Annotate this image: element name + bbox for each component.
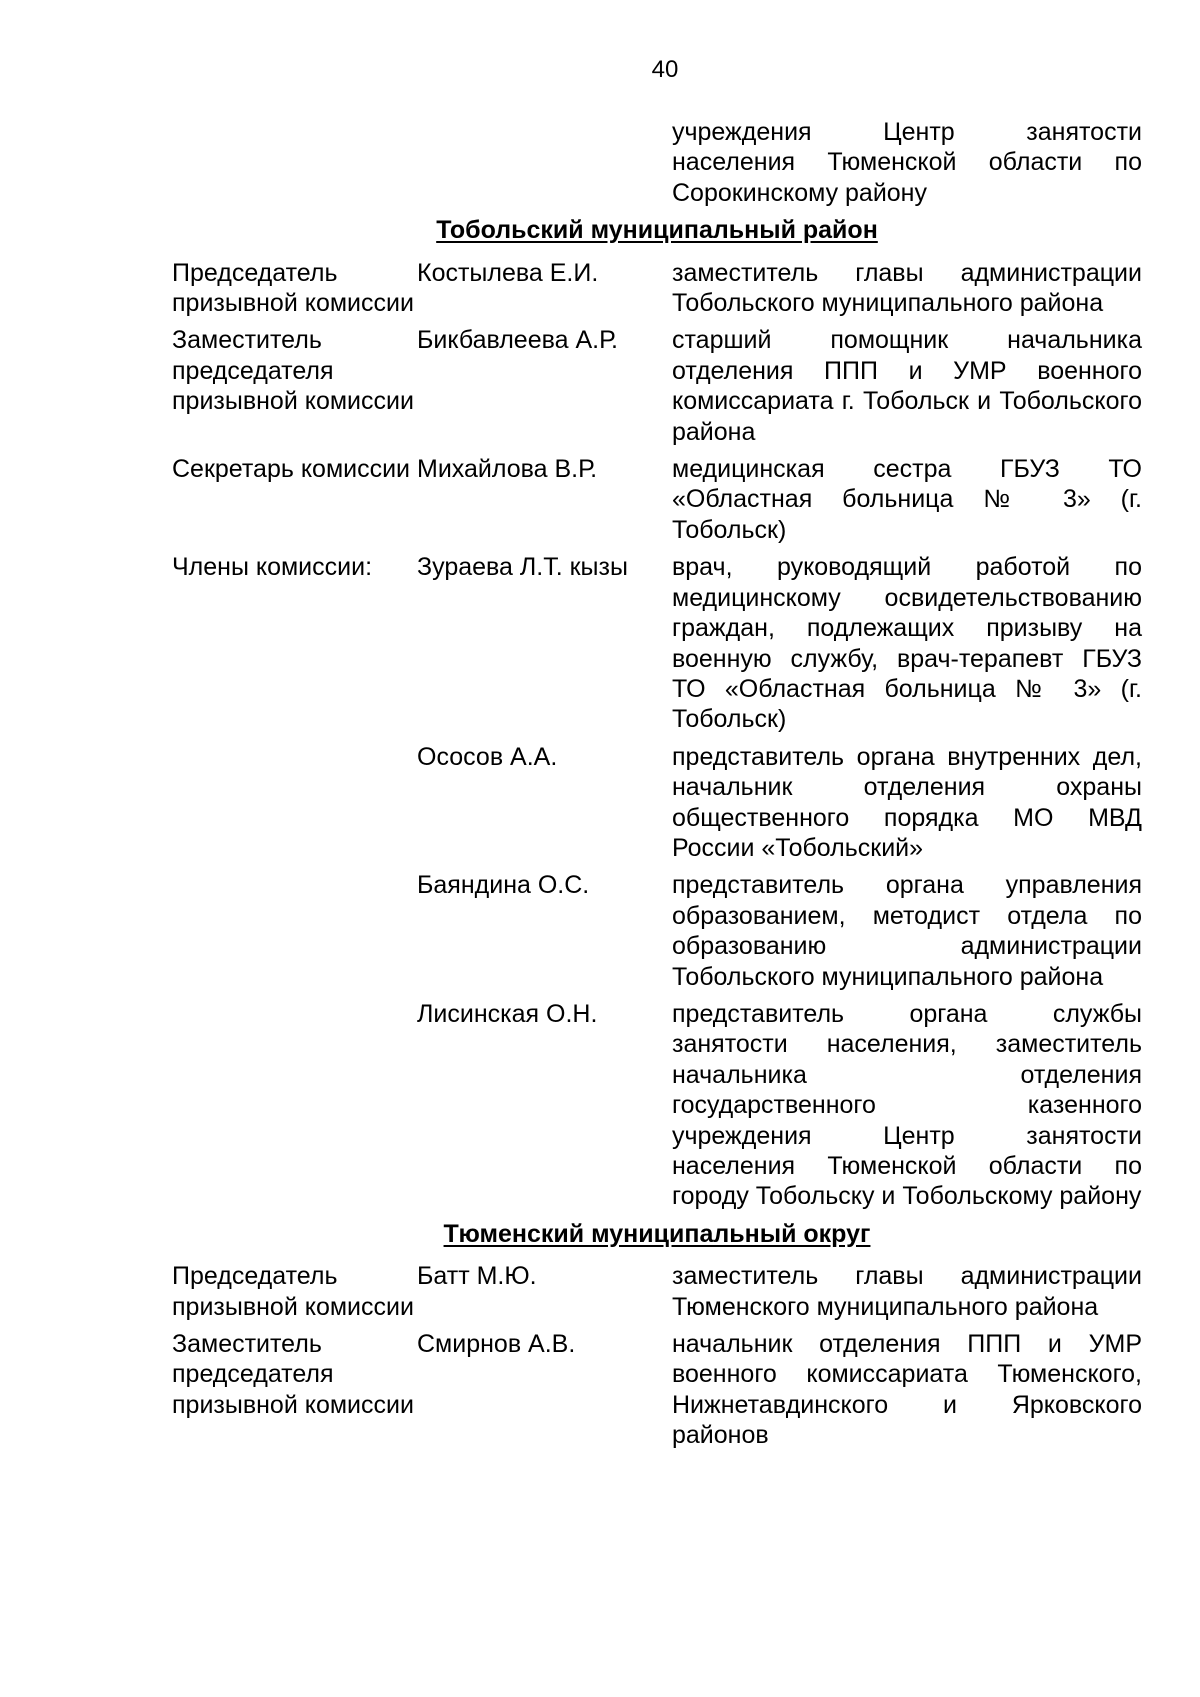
continuation-row [172,117,1142,208]
name-cell: Баяндина О.С. [417,871,590,900]
position-cell: старший помощник начальника отделения ППП и УМР военного комиссариата г. Тобольск и Тобольского района [672,326,1142,446]
page-number: 40 [651,56,679,83]
name-cell: Костылева Е.И. [417,258,599,287]
position-cell: представитель органа управления образованием, методист отдела по образованию администрации Тобольского муниципального района [672,871,1142,991]
position-cell: учреждения Центр занятости населения Тюменской области по Сорокинскому району [672,118,1142,207]
member-row [172,258,1142,319]
commission-list [172,117,1142,1458]
section-heading-tyumen: Тюменский муниципальный округ [443,1219,871,1248]
name-cell: Лисинская О.Н. [417,999,598,1028]
name-cell: Ососов А.А. [417,742,558,771]
member-row [172,454,1142,545]
role-cell: Председатель призывной комиссии [172,258,414,318]
position-cell: представитель органа службы занятости населения, заместитель начальника отделения государственного казенного учреждения Центр занятости населения Тюменской области по городу Тобольску и Тобольскому району [672,999,1142,1211]
position-cell: медицинская сестра ГБУЗ ТО «Областная больница № 3» (г. Тобольск) [672,455,1142,544]
position-cell: врач, руководящий работой по медицинскому освидетельствованию граждан, подлежащих призыву на военную службу, врач-терапевт ГБУЗ ТО «Областная больница № 3» (г. Тобольск) [672,553,1142,734]
role-cell: Заместитель председателя призывной комиссии [172,326,414,416]
position-cell: представитель органа внутренних дел, начальник отделения охраны общественного порядка МО МВД России «Тобольский» [672,742,1142,862]
position-cell: заместитель главы администрации Тюменского муниципального района [672,1262,1142,1321]
member-row [172,1329,1142,1451]
role-cell: Секретарь комиссии [172,455,411,484]
member-row [172,325,1142,447]
role-cell: Заместитель председателя призывной комиссии [172,1330,414,1419]
name-cell: Батт М.Ю. [417,1262,537,1291]
member-row [172,870,1142,992]
name-cell: Смирнов А.В. [417,1330,576,1359]
section-heading-tobolsk: Тобольский муниципальный район [436,216,878,245]
position-cell: заместитель главы администрации Тобольского муниципального района [672,258,1142,318]
name-cell: Бикбавлеева А.Р. [417,326,618,355]
name-cell: Зураева Л.Т. кызы [417,553,628,582]
role-cell: Члены комиссии: [172,553,373,582]
member-row [172,742,1142,864]
role-cell: Председатель призывной комиссии [172,1262,414,1321]
name-cell: Михайлова В.Р. [417,455,598,484]
member-row [172,1261,1142,1322]
position-cell: начальник отделения ППП и УМР военного комиссариата Тюменского, Нижнетавдинского и Ярковского районов [672,1330,1142,1450]
member-row [172,999,1142,1212]
member-row [172,552,1142,734]
